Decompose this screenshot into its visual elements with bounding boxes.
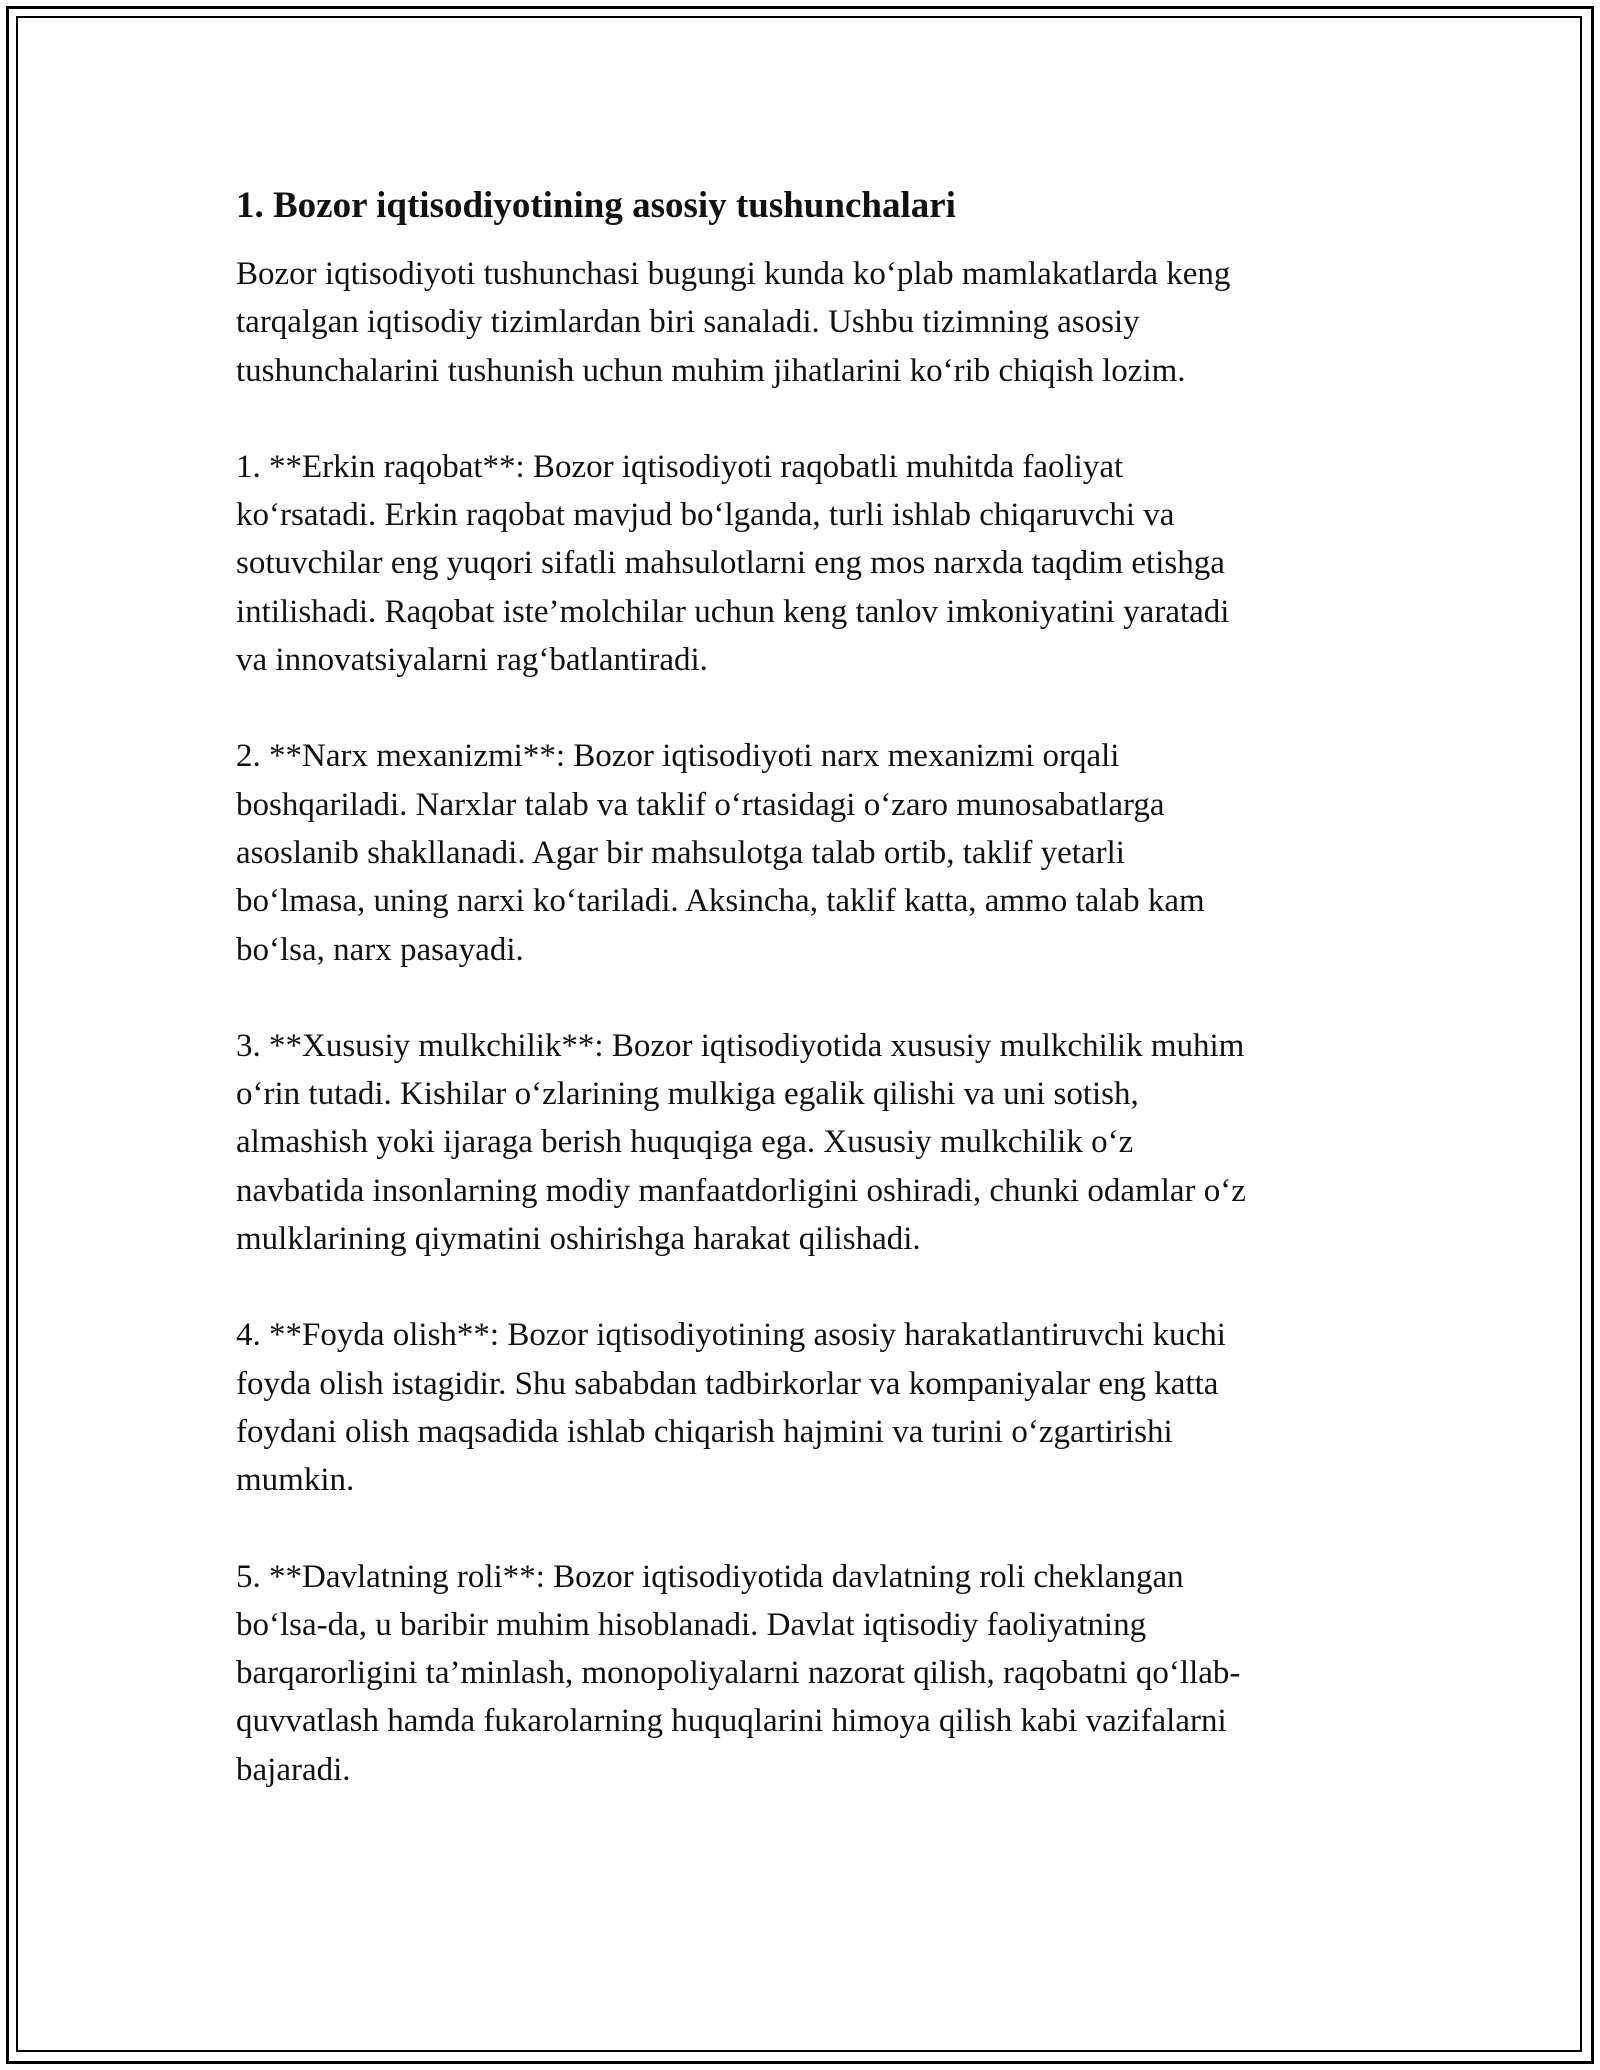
document-body: [236, 182, 1376, 1842]
paragraph-line: boʻlmasa, uning narxi koʻtariladi. Aksincha, taklif katta, ammo talab kam: [236, 883, 1205, 920]
paragraph-line: intilishadi. Raqobat iste’molchilar uchun keng tanlov imkoniyatini yaratadi: [236, 593, 1230, 630]
paragraph-line: asoslanib shakllanadi. Agar bir mahsulotga talab ortib, taklif yetarli: [236, 834, 1125, 871]
paragraph-line: sotuvchilar eng yuqori sifatli mahsulotlarni eng mos narxda taqdim etishga: [236, 545, 1225, 582]
paragraph-line: navbatida insonlarning modiy manfaatdorligini oshiradi, chunki odamlar oʻz: [236, 1172, 1246, 1209]
paragraph-line: boʻlsa-da, u baribir muhim hisoblanadi. Davlat iqtisodiy faoliyatning: [236, 1606, 1147, 1643]
paragraph-line: foyda olish istagidir. Shu sababdan tadbirkorlar va kompaniyalar eng katta: [236, 1365, 1219, 1402]
paragraph-erkin-raqobat: [236, 443, 1376, 684]
section-heading: 1. Bozor iqtisodiyotining asosiy tushunchalari: [236, 185, 956, 226]
paragraph-line: foydani olish maqsadida ishlab chiqarish hajmini va turini oʻzgartirishi: [236, 1413, 1173, 1450]
paragraph-line: quvvatlash hamda fukarolarning huquqlarini himoya qilish kabi vazifalarni: [236, 1703, 1227, 1740]
paragraph-line: 2. **Narx mexanizmi**: Bozor iqtisodiyoti narx mexanizmi orqali: [236, 738, 1120, 775]
paragraph-line: barqarorligini ta’minlash, monopoliyalarni nazorat qilish, raqobatni qoʻllab-: [236, 1655, 1241, 1692]
paragraph-davlatning-roli: [236, 1553, 1376, 1794]
paragraph-line: 4. **Foyda olish**: Bozor iqtisodiyotining asosiy harakatlantiruvchi kuchi: [236, 1317, 1226, 1354]
paragraph-line: tushunchalarini tushunish uchun muhim jihatlarini koʻrib chiqish lozim.: [236, 352, 1186, 389]
paragraph-line: 3. **Xususiy mulkchilik**: Bozor iqtisodiyotida xususiy mulkchilik muhim: [236, 1027, 1245, 1064]
paragraph-line: 1. **Erkin raqobat**: Bozor iqtisodiyoti raqobatli muhitda faoliyat: [236, 448, 1124, 485]
paragraph-line: oʻrin tutadi. Kishilar oʻzlarining mulkiga egalik qilishi va uni sotish,: [236, 1076, 1139, 1113]
intro-paragraph: [236, 250, 1376, 395]
paragraph-xususiy-mulkchilik: [236, 1022, 1376, 1263]
paragraph-line: va innovatsiyalarni ragʻbatlantiradi.: [236, 642, 708, 679]
paragraph-line: 5. **Davlatning roli**: Bozor iqtisodiyotida davlatning roli cheklangan: [236, 1558, 1184, 1595]
paragraph-line: bajaradi.: [236, 1751, 351, 1788]
paragraph-line: boʻlsa, narx pasayadi.: [236, 931, 524, 968]
paragraph-line: koʻrsatadi. Erkin raqobat mavjud boʻlganda, turli ishlab chiqaruvchi va: [236, 497, 1175, 534]
paragraph-narx-mexanizmi: [236, 732, 1376, 973]
paragraph-line: tarqalgan iqtisodiy tizimlardan biri sanaladi. Ushbu tizimning asosiy: [236, 304, 1140, 341]
paragraph-line: almashish yoki ijaraga berish huquqiga ega. Xususiy mulkchilik oʻz: [236, 1124, 1134, 1161]
paragraph-line: boshqariladi. Narxlar talab va taklif oʻrtasidagi oʻzaro munosabatlarga: [236, 786, 1165, 823]
paragraph-line: mulklarining qiymatini oshirishga harakat qilishadi.: [236, 1221, 921, 1258]
paragraph-foyda-olish: [236, 1311, 1376, 1504]
paragraph-line: mumkin.: [236, 1462, 355, 1499]
paragraph-line: Bozor iqtisodiyoti tushunchasi bugungi kunda koʻplab mamlakatlarda keng: [236, 256, 1231, 292]
